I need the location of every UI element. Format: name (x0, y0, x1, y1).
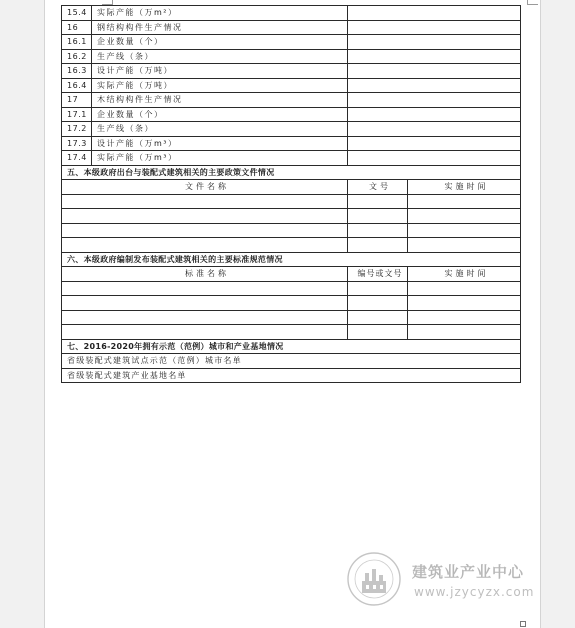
entry-cell[interactable] (348, 310, 408, 325)
table-row (62, 194, 521, 209)
value-cell[interactable] (348, 122, 521, 137)
column-header-document-number: 文号 (348, 180, 408, 195)
row-number: 16.1 (62, 35, 92, 50)
row-number: 16.2 (62, 49, 92, 64)
entry-cell[interactable] (62, 194, 348, 209)
value-cell[interactable] (348, 93, 521, 108)
watermark-title: 建筑业产业中心 (412, 563, 525, 581)
table-row (62, 281, 521, 296)
section-7-title: 七、2016-2020年拥有示范（范例）城市和产业基地情况 (62, 339, 521, 354)
table-row (62, 238, 521, 253)
section-6-title: 六、本级政府编制发布装配式建筑相关的主要标准规范情况 (62, 252, 521, 267)
building-seal-icon (346, 551, 402, 607)
value-cell[interactable] (348, 6, 521, 21)
column-header-effective-date: 实施时间 (408, 180, 521, 195)
value-cell[interactable] (348, 151, 521, 166)
table-row (62, 107, 521, 122)
entry-cell[interactable] (408, 209, 521, 224)
watermark (346, 551, 536, 611)
row-label: 生产线（条） (92, 122, 348, 137)
row-number: 17.2 (62, 122, 92, 137)
table-row (62, 64, 521, 79)
column-header-standard-number: 编号或文号 (348, 267, 408, 282)
row-label: 钢结构构件生产情况 (92, 20, 348, 35)
entry-cell[interactable] (62, 281, 348, 296)
pilot-city-list-box[interactable]: 省级装配式建筑试点示范（范例）城市名单 (62, 354, 521, 369)
column-header-row (62, 267, 521, 282)
row-label: 实际产能（万m²） (92, 6, 348, 21)
page-corner-mark-right (527, 0, 538, 5)
row-number: 17.3 (62, 136, 92, 151)
entry-cell[interactable] (62, 223, 348, 238)
section-heading-row (62, 252, 521, 267)
row-label: 木结构构件生产情况 (92, 93, 348, 108)
entry-cell[interactable] (408, 194, 521, 209)
row-label: 企业数量（个） (92, 35, 348, 50)
entry-cell[interactable] (408, 238, 521, 253)
row-number: 16.4 (62, 78, 92, 93)
row-number: 17 (62, 93, 92, 108)
value-cell[interactable] (348, 136, 521, 151)
value-cell[interactable] (348, 49, 521, 64)
row-number: 15.4 (62, 6, 92, 21)
row-label: 设计产能（万m³） (92, 136, 348, 151)
entry-cell[interactable] (62, 310, 348, 325)
section-heading-row (62, 165, 521, 180)
row-label: 实际产能（万m³） (92, 151, 348, 166)
entry-cell[interactable] (408, 281, 521, 296)
entry-cell[interactable] (408, 310, 521, 325)
row-label: 实际产能（万吨） (92, 78, 348, 93)
table-row (62, 151, 521, 166)
column-header-standard-name: 标准名称 (62, 267, 348, 282)
table-row (62, 296, 521, 311)
table-row (62, 6, 521, 21)
resize-handle-icon[interactable] (520, 621, 526, 627)
row-label: 企业数量（个） (92, 107, 348, 122)
row-number: 16.3 (62, 64, 92, 79)
row-label: 生产线（条） (92, 49, 348, 64)
table-row (62, 49, 521, 64)
statistics-table (61, 5, 521, 383)
row-number: 17.1 (62, 107, 92, 122)
watermark-url: www.jzycyzx.com (414, 585, 535, 599)
entry-cell[interactable] (348, 209, 408, 224)
value-cell[interactable] (348, 64, 521, 79)
table-row (62, 35, 521, 50)
entry-cell[interactable] (348, 194, 408, 209)
row-label: 设计产能（万吨） (92, 64, 348, 79)
table-row (62, 136, 521, 151)
entry-cell[interactable] (62, 209, 348, 224)
value-cell[interactable] (348, 107, 521, 122)
column-header-effective-date: 实施时间 (408, 267, 521, 282)
value-cell[interactable] (348, 78, 521, 93)
table-row (62, 122, 521, 137)
entry-cell[interactable] (408, 296, 521, 311)
entry-cell[interactable] (348, 238, 408, 253)
entry-cell[interactable] (62, 325, 348, 340)
table-row (62, 223, 521, 238)
text-box-row (62, 368, 521, 383)
table-row (62, 325, 521, 340)
entry-cell[interactable] (408, 325, 521, 340)
entry-cell[interactable] (348, 223, 408, 238)
table-row (62, 93, 521, 108)
industry-base-list-box[interactable]: 省级装配式建筑产业基地名单 (62, 368, 521, 383)
entry-cell[interactable] (62, 238, 348, 253)
table-row (62, 310, 521, 325)
row-number: 16 (62, 20, 92, 35)
table-row (62, 78, 521, 93)
entry-cell[interactable] (348, 325, 408, 340)
table-row (62, 209, 521, 224)
text-box-row (62, 354, 521, 369)
value-cell[interactable] (348, 35, 521, 50)
value-cell[interactable] (348, 20, 521, 35)
column-header-row (62, 180, 521, 195)
entry-cell[interactable] (408, 223, 521, 238)
row-number: 17.4 (62, 151, 92, 166)
table-row (62, 20, 521, 35)
entry-cell[interactable] (62, 296, 348, 311)
column-header-document-name: 文件名称 (62, 180, 348, 195)
section-heading-row (62, 339, 521, 354)
section-5-title: 五、本级政府出台与装配式建筑相关的主要政策文件情况 (62, 165, 521, 180)
entry-cell[interactable] (348, 281, 408, 296)
entry-cell[interactable] (348, 296, 408, 311)
